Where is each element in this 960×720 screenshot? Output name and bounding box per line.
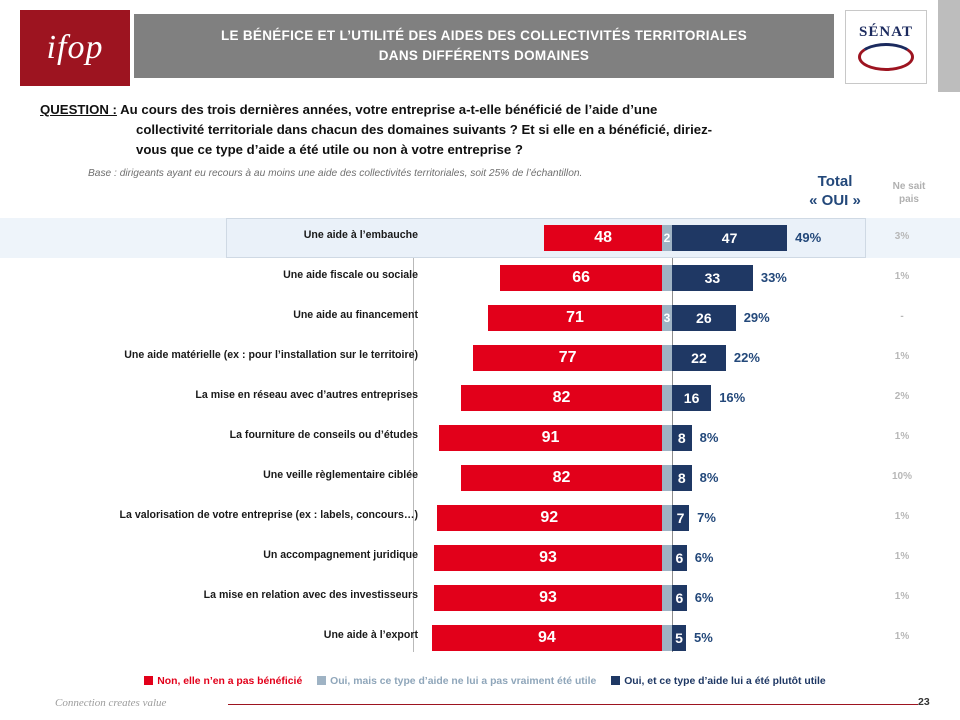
question-block	[40, 100, 830, 160]
ne-sait-pas-value: -	[900, 311, 904, 322]
ne-sait-pas-value: 1%	[894, 551, 910, 562]
question-line1: Au cours des trois dernières années, votre entreprise a-t-elle bénéficié de l’aide d’une	[120, 102, 658, 117]
bar-value-non: 82	[552, 389, 571, 406]
category-label: La valorisation de votre entreprise (ex : labels, concours…)	[119, 509, 418, 521]
total-oui-value: 8%	[699, 430, 719, 445]
legend-item-oui-pas-utile	[317, 676, 596, 687]
bar-segment-non	[488, 305, 662, 331]
ne-sait-pas-value: 1%	[894, 431, 910, 442]
total-oui-value: 33%	[760, 270, 787, 285]
bar-segment-oui-pas-utile	[662, 225, 672, 251]
right-grey-bar	[938, 0, 960, 92]
category-label: Une aide matérielle (ex : pour l’installation sur le territoire)	[124, 349, 418, 361]
chart-row	[0, 218, 960, 258]
chart-row	[0, 458, 960, 498]
ne-sait-pas-value: 1%	[894, 351, 910, 362]
bar-segment-non	[461, 385, 662, 411]
bar-segment-oui-pas-utile	[662, 585, 672, 611]
bar-value-oui-utile: 6	[675, 550, 684, 566]
bar-segment-oui-utile	[672, 385, 711, 411]
ne-sait-pas-value: 2%	[894, 391, 910, 402]
legend-swatch-blue-icon	[611, 676, 620, 685]
chart-row	[0, 578, 960, 618]
bar-segment-non	[461, 465, 662, 491]
ne-sait-pas-value: 1%	[894, 591, 910, 602]
bar-segment-oui-utile	[672, 585, 687, 611]
bar-segment-oui-utile	[672, 545, 687, 571]
footer-rule	[228, 704, 918, 705]
total-oui-value: 5%	[694, 630, 713, 645]
bar-segment-oui-utile	[672, 345, 726, 371]
question-line3: vous que ce type d’aide a été utile ou non à votre entreprise ?	[136, 142, 523, 157]
total-oui-value: 7%	[697, 510, 716, 525]
header-band	[0, 0, 960, 92]
bar-segment-non	[544, 225, 662, 251]
legend-item-non	[144, 676, 302, 687]
category-label: Une veille règlementaire ciblée	[263, 469, 418, 481]
bar-segment-oui-pas-utile	[662, 625, 672, 651]
bar-segment-oui-utile	[672, 305, 736, 331]
bar-segment-oui-utile	[672, 505, 689, 531]
legend-swatch-red-icon	[144, 676, 153, 685]
ne-sait-pas-value: 10%	[891, 471, 912, 482]
bar-segment-oui-pas-utile	[662, 265, 672, 291]
bar-segment-oui-utile	[672, 465, 692, 491]
senat-logo	[845, 10, 927, 84]
bar-value-non: 66	[572, 269, 591, 286]
ne-sait-pas-header	[872, 180, 946, 206]
legend-swatch-grey-icon	[317, 676, 326, 685]
legend-label-oui-utile: Oui, et ce type d’aide lui a été plutôt utile	[624, 676, 826, 687]
total-oui-header-line1: Total	[817, 173, 853, 190]
bar-segment-non	[434, 545, 662, 571]
bar-value-non: 82	[552, 469, 571, 486]
bar-value-oui-utile: 47	[721, 230, 738, 246]
total-oui-value: 29%	[743, 310, 770, 325]
bar-value-oui-pas-utile: 3	[663, 311, 671, 325]
chart-legend	[40, 676, 930, 687]
chart-row	[0, 618, 960, 658]
total-oui-value: 16%	[719, 390, 746, 405]
bar-segment-oui-pas-utile	[662, 345, 672, 371]
bar-segment-oui-pas-utile	[662, 305, 672, 331]
bar-segment-oui-pas-utile	[662, 465, 672, 491]
bar-value-non: 91	[541, 429, 560, 446]
bar-segment-oui-utile	[672, 625, 686, 651]
bar-value-oui-pas-utile: 2	[663, 231, 671, 245]
bar-segment-oui-pas-utile	[662, 425, 672, 451]
ne-sait-pas-value: 1%	[894, 511, 910, 522]
ifop-logo-text: ifop	[46, 29, 104, 66]
senat-logo-text: SÉNAT	[859, 23, 913, 40]
bar-segment-non	[439, 425, 662, 451]
bar-segment-oui-utile	[672, 425, 692, 451]
bar-value-oui-utile: 5	[675, 630, 683, 646]
category-label: La mise en réseau avec d’autres entreprises	[195, 389, 418, 401]
footer-tagline: Connection creates value	[55, 697, 167, 709]
slide-title-line2: DANS DIFFÉRENTS DOMAINES	[378, 48, 590, 63]
bar-value-non: 94	[537, 629, 556, 646]
category-label: Une aide fiscale ou sociale	[283, 269, 418, 281]
bar-value-oui-utile: 8	[677, 430, 686, 446]
bar-segment-oui-utile	[672, 225, 787, 251]
legend-label-oui-pas-utile: Oui, mais ce type d’aide ne lui a pas vraiment été utile	[330, 676, 597, 687]
bar-value-oui-utile: 22	[691, 350, 707, 366]
bar-value-non: 93	[539, 589, 557, 606]
total-oui-value: 8%	[699, 470, 719, 485]
bar-value-non: 48	[594, 229, 613, 246]
legend-item-oui-utile	[611, 676, 826, 687]
stacked-bar-chart	[0, 218, 960, 658]
ne-sait-pas-value: 3%	[894, 231, 910, 242]
category-label: La fourniture de conseils ou d’études	[229, 429, 418, 441]
bar-segment-non	[473, 345, 662, 371]
category-label: La mise en relation avec des investisseurs	[203, 589, 418, 601]
bar-value-oui-utile: 7	[676, 510, 685, 526]
slide-title	[134, 14, 834, 78]
page-number: 23	[918, 696, 930, 708]
chart-row	[0, 378, 960, 418]
ne-sait-pas-value: 1%	[894, 271, 910, 282]
total-oui-value: 6%	[694, 590, 714, 605]
total-oui-value: 6%	[694, 550, 714, 565]
chart-row	[0, 258, 960, 298]
bar-segment-non	[434, 585, 662, 611]
category-label: Un accompagnement juridique	[263, 549, 418, 561]
senat-logo-arc-icon	[858, 43, 914, 71]
bar-segment-oui-pas-utile	[662, 505, 672, 531]
category-label: Une aide au financement	[293, 309, 418, 321]
category-label: Une aide à l’export	[323, 629, 418, 641]
legend-label-non: Non, elle n’en a pas bénéficié	[157, 676, 303, 687]
bar-value-oui-utile: 6	[675, 590, 684, 606]
bar-value-oui-utile: 16	[683, 390, 700, 406]
category-label: Une aide à l’embauche	[303, 229, 418, 241]
total-oui-value: 49%	[795, 230, 822, 245]
ifop-logo	[18, 8, 132, 88]
chart-row	[0, 298, 960, 338]
total-oui-value: 22%	[733, 350, 760, 365]
base-note: Base : dirigeants ayant eu recours à au moins une aide des collectivités territoriales, soit 25% de l’échantillon.	[88, 168, 583, 179]
bar-segment-non	[437, 505, 662, 531]
chart-row	[0, 538, 960, 578]
bar-segment-oui-pas-utile	[662, 545, 672, 571]
question-label: QUESTION :	[40, 102, 117, 117]
bar-value-oui-utile: 8	[677, 470, 686, 486]
bar-value-oui-utile: 33	[704, 270, 721, 286]
chart-row	[0, 338, 960, 378]
slide-title-line1: LE BÉNÉFICE ET L’UTILITÉ DES AIDES DES COLLECTIVITÉS TERRITORIALES	[220, 28, 748, 43]
bar-segment-oui-utile	[672, 265, 753, 291]
ne-sait-pas-header-line2: pais	[898, 194, 919, 205]
bar-value-oui-utile: 26	[696, 310, 712, 326]
question-line2: collectivité territoriale dans chacun des domaines suivants ? Et si elle en a bénéficié, diriez-	[136, 122, 713, 137]
bar-value-non: 71	[566, 309, 584, 326]
chart-row	[0, 498, 960, 538]
ne-sait-pas-header-line1: Ne sait	[892, 181, 926, 192]
bar-segment-non	[432, 625, 662, 651]
bar-segment-non	[500, 265, 662, 291]
total-oui-header-line2: « OUI »	[809, 192, 861, 209]
bar-value-non: 92	[540, 509, 559, 526]
bar-value-non: 93	[539, 549, 557, 566]
bar-segment-oui-pas-utile	[662, 385, 672, 411]
ne-sait-pas-value: 1%	[894, 631, 910, 642]
bar-value-non: 77	[558, 349, 577, 366]
chart-row	[0, 418, 960, 458]
